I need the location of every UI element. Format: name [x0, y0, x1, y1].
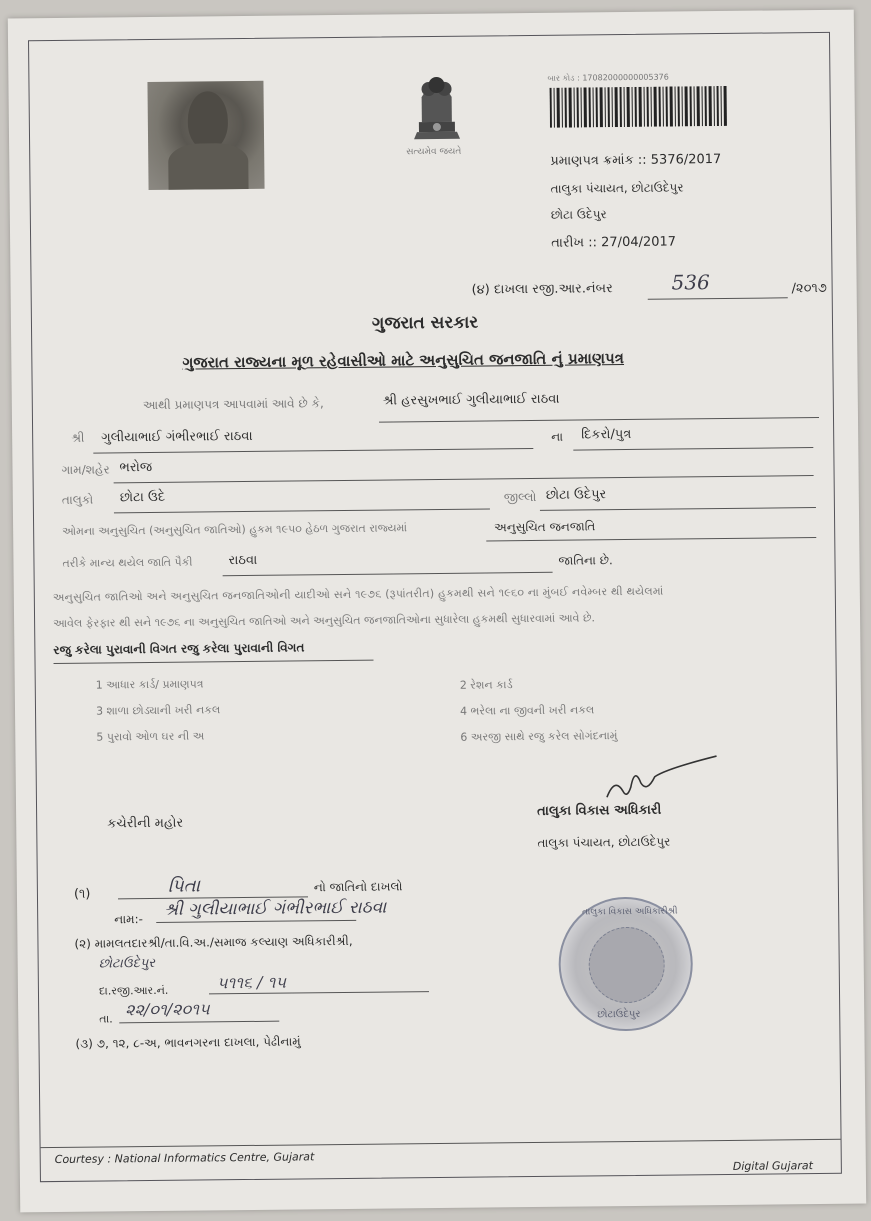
evidence-item: 3 શાળા છોડ્યાની ખરી નકલ [95, 703, 221, 718]
certificate-border [28, 32, 842, 1182]
register-year: /૨૦૧૭ [791, 280, 827, 297]
category-line [486, 537, 816, 541]
evidence-item: 6 અરજી સાથે રજુ કરેલ સોગંદનામું [460, 729, 618, 744]
hw-line2: (૨) મામલતદારશ્રી/તા.વિ.અ./સમાજ કલ્યાણ અધિકારીશ્રી, [74, 933, 353, 951]
courtesy-left: Courtesy : National Informatics Centre, Gujarat [54, 1150, 315, 1167]
hw-line2b: છોટાઉદેપુર [98, 955, 156, 972]
officer-office: તાલુકા પંચાયત, છોટાઉદેપુર [537, 834, 671, 850]
officer-title: તાલુકા વિકાસ અધિકારી [537, 802, 662, 819]
evidence-item: 2 રેશન કાર્ડ [459, 678, 513, 692]
seal-inner-emblem [588, 927, 665, 1004]
evidence-item: 1 આધાર કાર્ડ/ પ્રમાણપત્ર [95, 677, 204, 692]
applicant-photo [147, 81, 264, 190]
certificate-paper [8, 10, 866, 1213]
hw-line1-value: પિતા [167, 875, 201, 897]
category: અનુસુચિત જનજાતિ [494, 519, 596, 535]
village-line [114, 475, 814, 483]
hw-reg-value: ૫૧૧૬ / ૧૫ [216, 972, 287, 993]
evidence-heading: રજુ કરેલા પુરાવાની વિગત રજુ કરેલા પુરાવાની વિગત [53, 640, 305, 658]
person-name: શ્રી હરસુખભાઈ ગુલીયાભાઈ રાઠવા [382, 391, 560, 409]
barcode-label: બાર કોડ : 17082000000005376 [547, 72, 669, 83]
relation-line [573, 447, 813, 451]
govt-title: ગુજરાત સરકાર [371, 312, 479, 334]
register-line [648, 297, 788, 299]
courtesy-right: Digital Gujarat [732, 1159, 813, 1173]
officer-signature [596, 746, 727, 807]
certificate-number: પ્રમાણપત્ર ક્રમાંક :: 5376/2017 [550, 151, 722, 169]
relation: દિકરો/પુત્ર [581, 426, 632, 443]
legal-text-1: અનુસુચિત જાતિઓ અને અનુસુચિત જનજાતિઓની યાદીઓ સને ૧૯૭૬ (રૂપાંતરીત) હુકમથી સને ૧૯૬૦ ના મુંબઈ નવેમ્બર થી થયેલમાં [52, 584, 664, 605]
hw-line3: (૩) ૭, ૧૨, ૮-અ, ભાવનગરના દાખલા, પેઢીનામું [75, 1034, 301, 1051]
photo-face [188, 91, 229, 149]
hw-name-underline [156, 920, 356, 923]
issuing-place: છોટા ઉદેપુર [550, 207, 607, 222]
issue-date: તારીખ :: 27/04/2017 [551, 234, 677, 251]
issuing-office: તાલુકા પંચાયત, છોટાઉદેપુર [550, 180, 684, 196]
district-label: જીલ્લો [503, 489, 537, 505]
hw-name-label: નામ:- [114, 912, 144, 927]
caste: રાઠવા [228, 552, 258, 569]
evidence-heading-line [54, 660, 374, 664]
footer-divider [41, 1139, 841, 1148]
emblem-caption: સત્યમેવ જયતે [406, 146, 462, 158]
hw-name-value: શ્રી ગુલીયાભાઈ ગંભીરભાઈ રાઠવા [164, 897, 387, 920]
caste-suffix: જાતિના છે. [558, 553, 613, 568]
register-label: (૪) દાખલા રજી.આર.નંબર [471, 281, 613, 298]
hw-reg-label: દા.રજી.આર.નં. [98, 983, 169, 998]
father-name: ગુલીયાભાઈ ગંભીરભાઈ રાઠવા [101, 428, 253, 446]
barcode-icon [550, 86, 730, 128]
hw-date-value: ૨૨/૦૧/૨૦૧૫ [125, 999, 210, 1020]
taluka: છોટા ઉદે [119, 489, 166, 506]
father-prefix: શ્રી [71, 430, 85, 445]
certificate-subtitle: ગુજરાત રાજ્યના મૂળ રહેવાસીઓ માટે અનુસુચિત જનજાતિ નું પ્રમાણપત્ર [182, 349, 625, 372]
seal-top-text: તાલુકા વિકાસ અધિકારીશ્રી [582, 906, 678, 918]
register-number: 536 [671, 270, 710, 295]
legal-text-2: આવેલ ફેરફાર થી સને ૧૯૭૬ ના અનુસુચિત જાતિઓ અને અનુસુચિત જનજાતિઓના સુધારેલા હુકમથી સુધારવામાં આવે છે. [53, 611, 596, 631]
office-seal [558, 896, 693, 1031]
evidence-item: 5 પુરાવો ઓળ ઘર ની અ [96, 729, 205, 744]
photo-body [168, 143, 248, 190]
village-label: ગામ/શહેર [61, 462, 110, 477]
office-stamp-label: કચેરીની મહોર [107, 815, 184, 832]
hw-date-underline [119, 1021, 279, 1024]
caste-underline [223, 572, 553, 576]
hw-line1-prefix: (૧) [73, 886, 91, 902]
na-label: ના [551, 429, 564, 444]
village: ભરોજ [119, 459, 153, 476]
seal-bottom-text: છોટાઉદેપુર [597, 1008, 641, 1021]
caste-line: તરીકે માન્ય થયેલ જાતિ પૈકી [62, 555, 193, 570]
father-name-line [93, 448, 533, 454]
taluka-line [114, 508, 490, 513]
state-line: ઓમના અનુસુચિત (અનુસુચિત જાતિઓ) હુકમ ૧૯૫૦ હેઠળ ગુજરાત રાજ્યમાં [62, 521, 408, 538]
intro-text: આથી પ્રમાણપત્ર આપવામાં આવે છે કે, [142, 396, 324, 413]
person-name-line [379, 417, 819, 423]
hw-line1-suffix: નો જાતિનો દાખલો [313, 879, 403, 895]
taluka-label: તાલુકો [61, 492, 94, 507]
evidence-item: 4 ભરેલા ના જીવની ખરી નકલ [459, 703, 595, 718]
district: છોટા ઉદેપુર [545, 487, 607, 503]
hw-date-label: તા. [99, 1012, 113, 1026]
district-line [540, 507, 816, 511]
